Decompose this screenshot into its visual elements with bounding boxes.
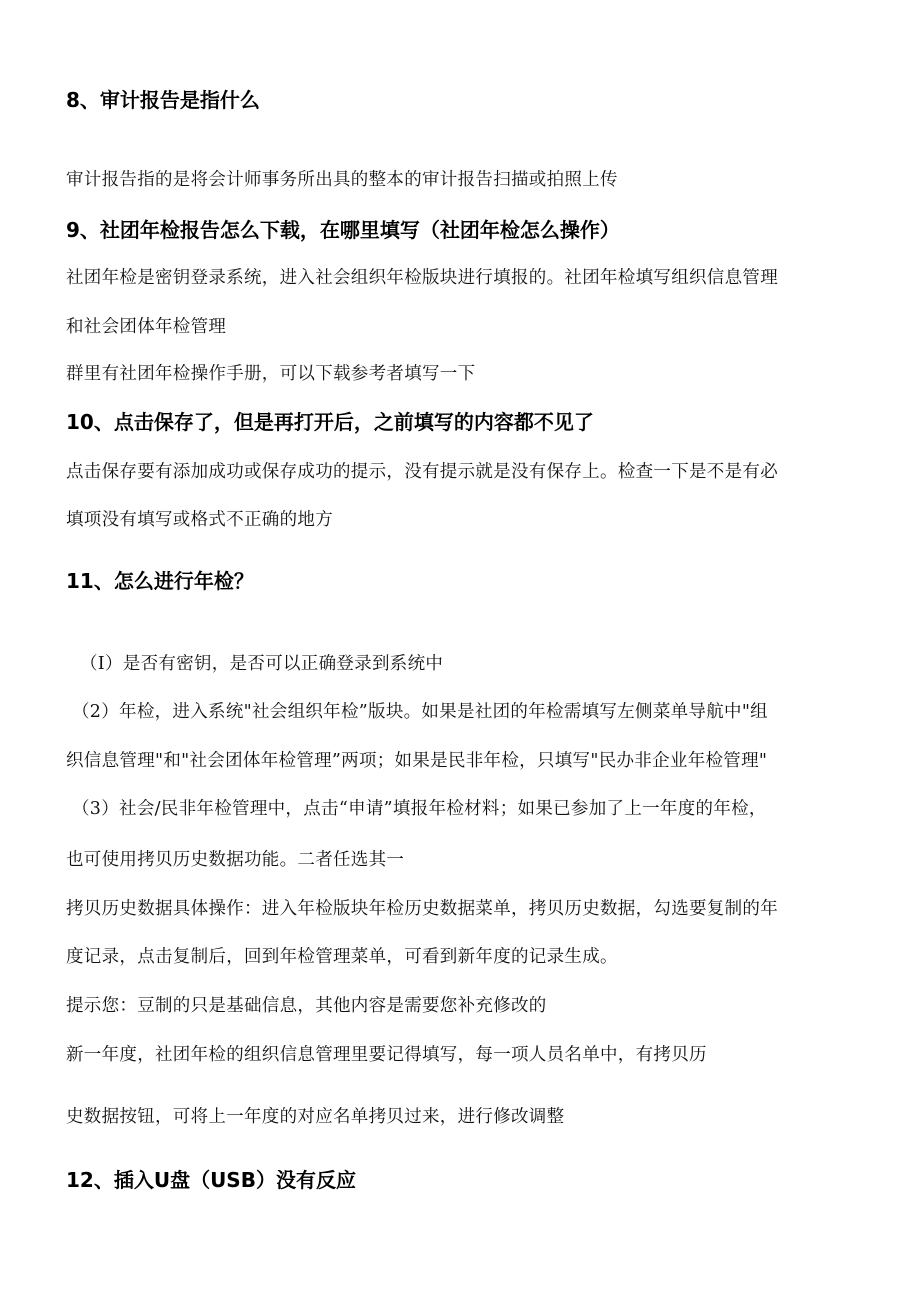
section-9-text-2: 和社会团体年检管理 xyxy=(66,317,227,337)
section-11-copy-steps: 拷贝历史数据具体操作：进入年检版块年检历史数据菜单，拷贝历史数据，勾选要复制的年 xyxy=(66,899,778,919)
section-11-item-1: （I）是否有密钥，是否可以正确登录到系统中 xyxy=(80,654,444,674)
section-11-new-year-note-cont: 史数据按钮，可将上一年度的对应名单拷贝过来，进行修改调整 xyxy=(66,1107,565,1127)
section-11-item-2-cont: 织信息管理"和"社会团体年检管理”两项；如果是民非年检，只填写"民办非企业年检管理" xyxy=(66,751,768,771)
section-11-item-2: （2）年检，进入系统"社会组织年检”版块。如果是社团的年检需填写左侧菜单导航中"组 xyxy=(72,702,768,722)
section-8-text-1: 审计报告指的是将会计师事务所出具的整本的审计报告扫描或拍照上传 xyxy=(66,170,618,190)
section-11-item-3-cont: 也可使用拷贝历史数据功能。二者任选其一 xyxy=(66,850,405,870)
section-11-item-3: （3）社会/民非年检管理中，点击“申请”填报年检材料；如果已参加了上一年度的年检， xyxy=(72,799,767,819)
section-11-copy-steps-cont: 度记录，点击复制后，回到年检管理菜单，可看到新年度的记录生成。 xyxy=(66,947,618,967)
section-9-text-3: 群里有社团年检操作手册，可以下载参考者填写一下 xyxy=(66,364,476,384)
section-10-text-2: 填项没有填写或格式不正确的地方 xyxy=(66,510,333,530)
section-10-heading: 10、点击保存了，但是再打开后，之前填写的内容都不见了 xyxy=(66,410,594,434)
section-8-heading: 8、审计报告是指什么 xyxy=(66,88,260,112)
section-10-text-1: 点击保存要有添加成功或保存成功的提示，没有提示就是没有保存上。检查一下是不是有必 xyxy=(66,462,778,482)
section-9-heading: 9、社团年检报告怎么下载，在哪里填写（社团年检怎么操作） xyxy=(66,218,620,242)
section-11-heading: 11、怎么进行年检？ xyxy=(66,569,254,593)
section-12-heading: 12、插入U盘（USB）没有反应 xyxy=(66,1168,356,1192)
section-11-tip: 提示您：豆制的只是基础信息，其他内容是需要您补充修改的 xyxy=(66,996,547,1016)
section-9-text-1: 社团年检是密钥登录系统，进入社会组织年检版块进行填报的。社团年检填写组织信息管理 xyxy=(66,268,778,288)
section-11-new-year-note: 新一年度，社团年检的组织信息管理里要记得填写，每一项人员名单中，有拷贝历 xyxy=(66,1045,707,1065)
